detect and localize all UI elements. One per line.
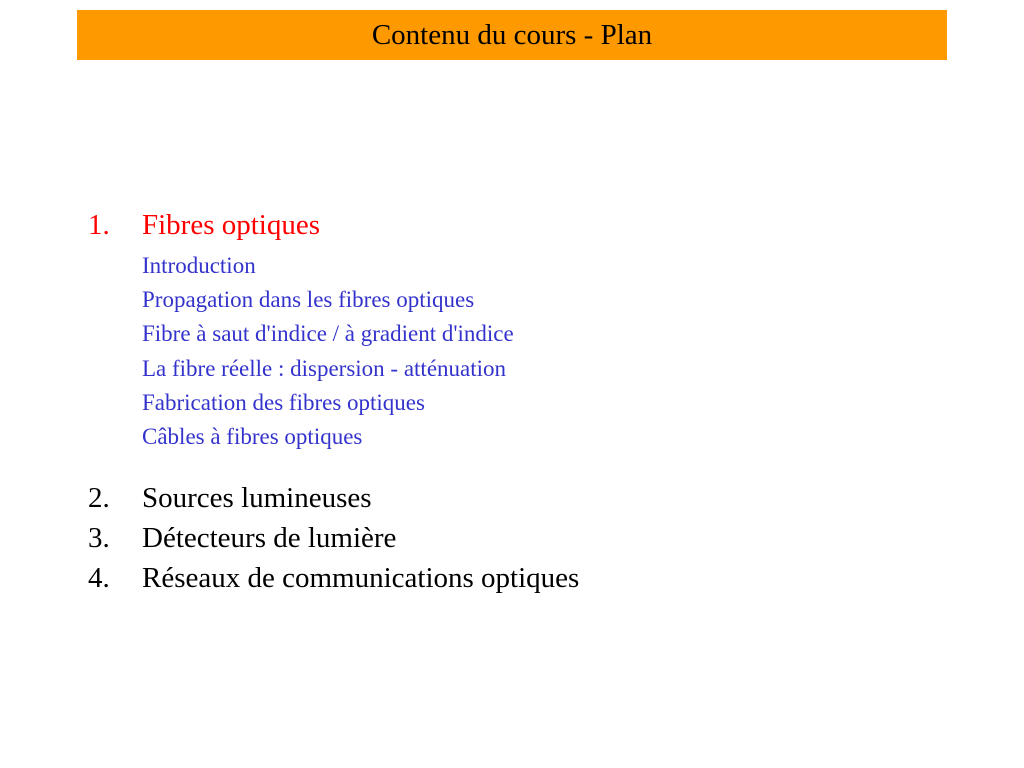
subitem-index-profile: Fibre à saut d'indice / à gradient d'indice xyxy=(142,321,514,347)
subitem-fabrication: Fabrication des fibres optiques xyxy=(142,389,425,415)
subitem-real-fiber: La fibre réelle : dispersion - atténuation xyxy=(142,355,507,381)
slide-header xyxy=(77,10,947,60)
subitem-cables: Câbles à fibres optiques xyxy=(142,423,363,449)
subitem-introduction: Introduction xyxy=(142,253,256,278)
outline-item-number: 1. xyxy=(88,209,110,241)
outline-item-1 xyxy=(88,205,968,245)
outline-item-number: 2. xyxy=(88,482,110,515)
slide-title: Contenu du cours - Plan xyxy=(371,18,653,51)
outline-item-number: 4. xyxy=(88,562,110,595)
outline-subitems xyxy=(88,249,968,454)
outline-item-label: Sources lumineuses xyxy=(142,482,372,515)
outline-item-3 xyxy=(88,518,968,558)
course-outline xyxy=(88,205,968,598)
outline-item-number: 3. xyxy=(88,522,110,555)
outline-item-label: Fibres optiques xyxy=(142,209,321,241)
outline-item-4 xyxy=(88,558,968,598)
subitem-propagation: Propagation dans les fibres optiques xyxy=(142,287,475,313)
outline-item-label: Détecteurs de lumière xyxy=(142,522,397,555)
outline-item-2 xyxy=(88,478,968,518)
outline-item-label: Réseaux de communications optiques xyxy=(142,562,580,595)
